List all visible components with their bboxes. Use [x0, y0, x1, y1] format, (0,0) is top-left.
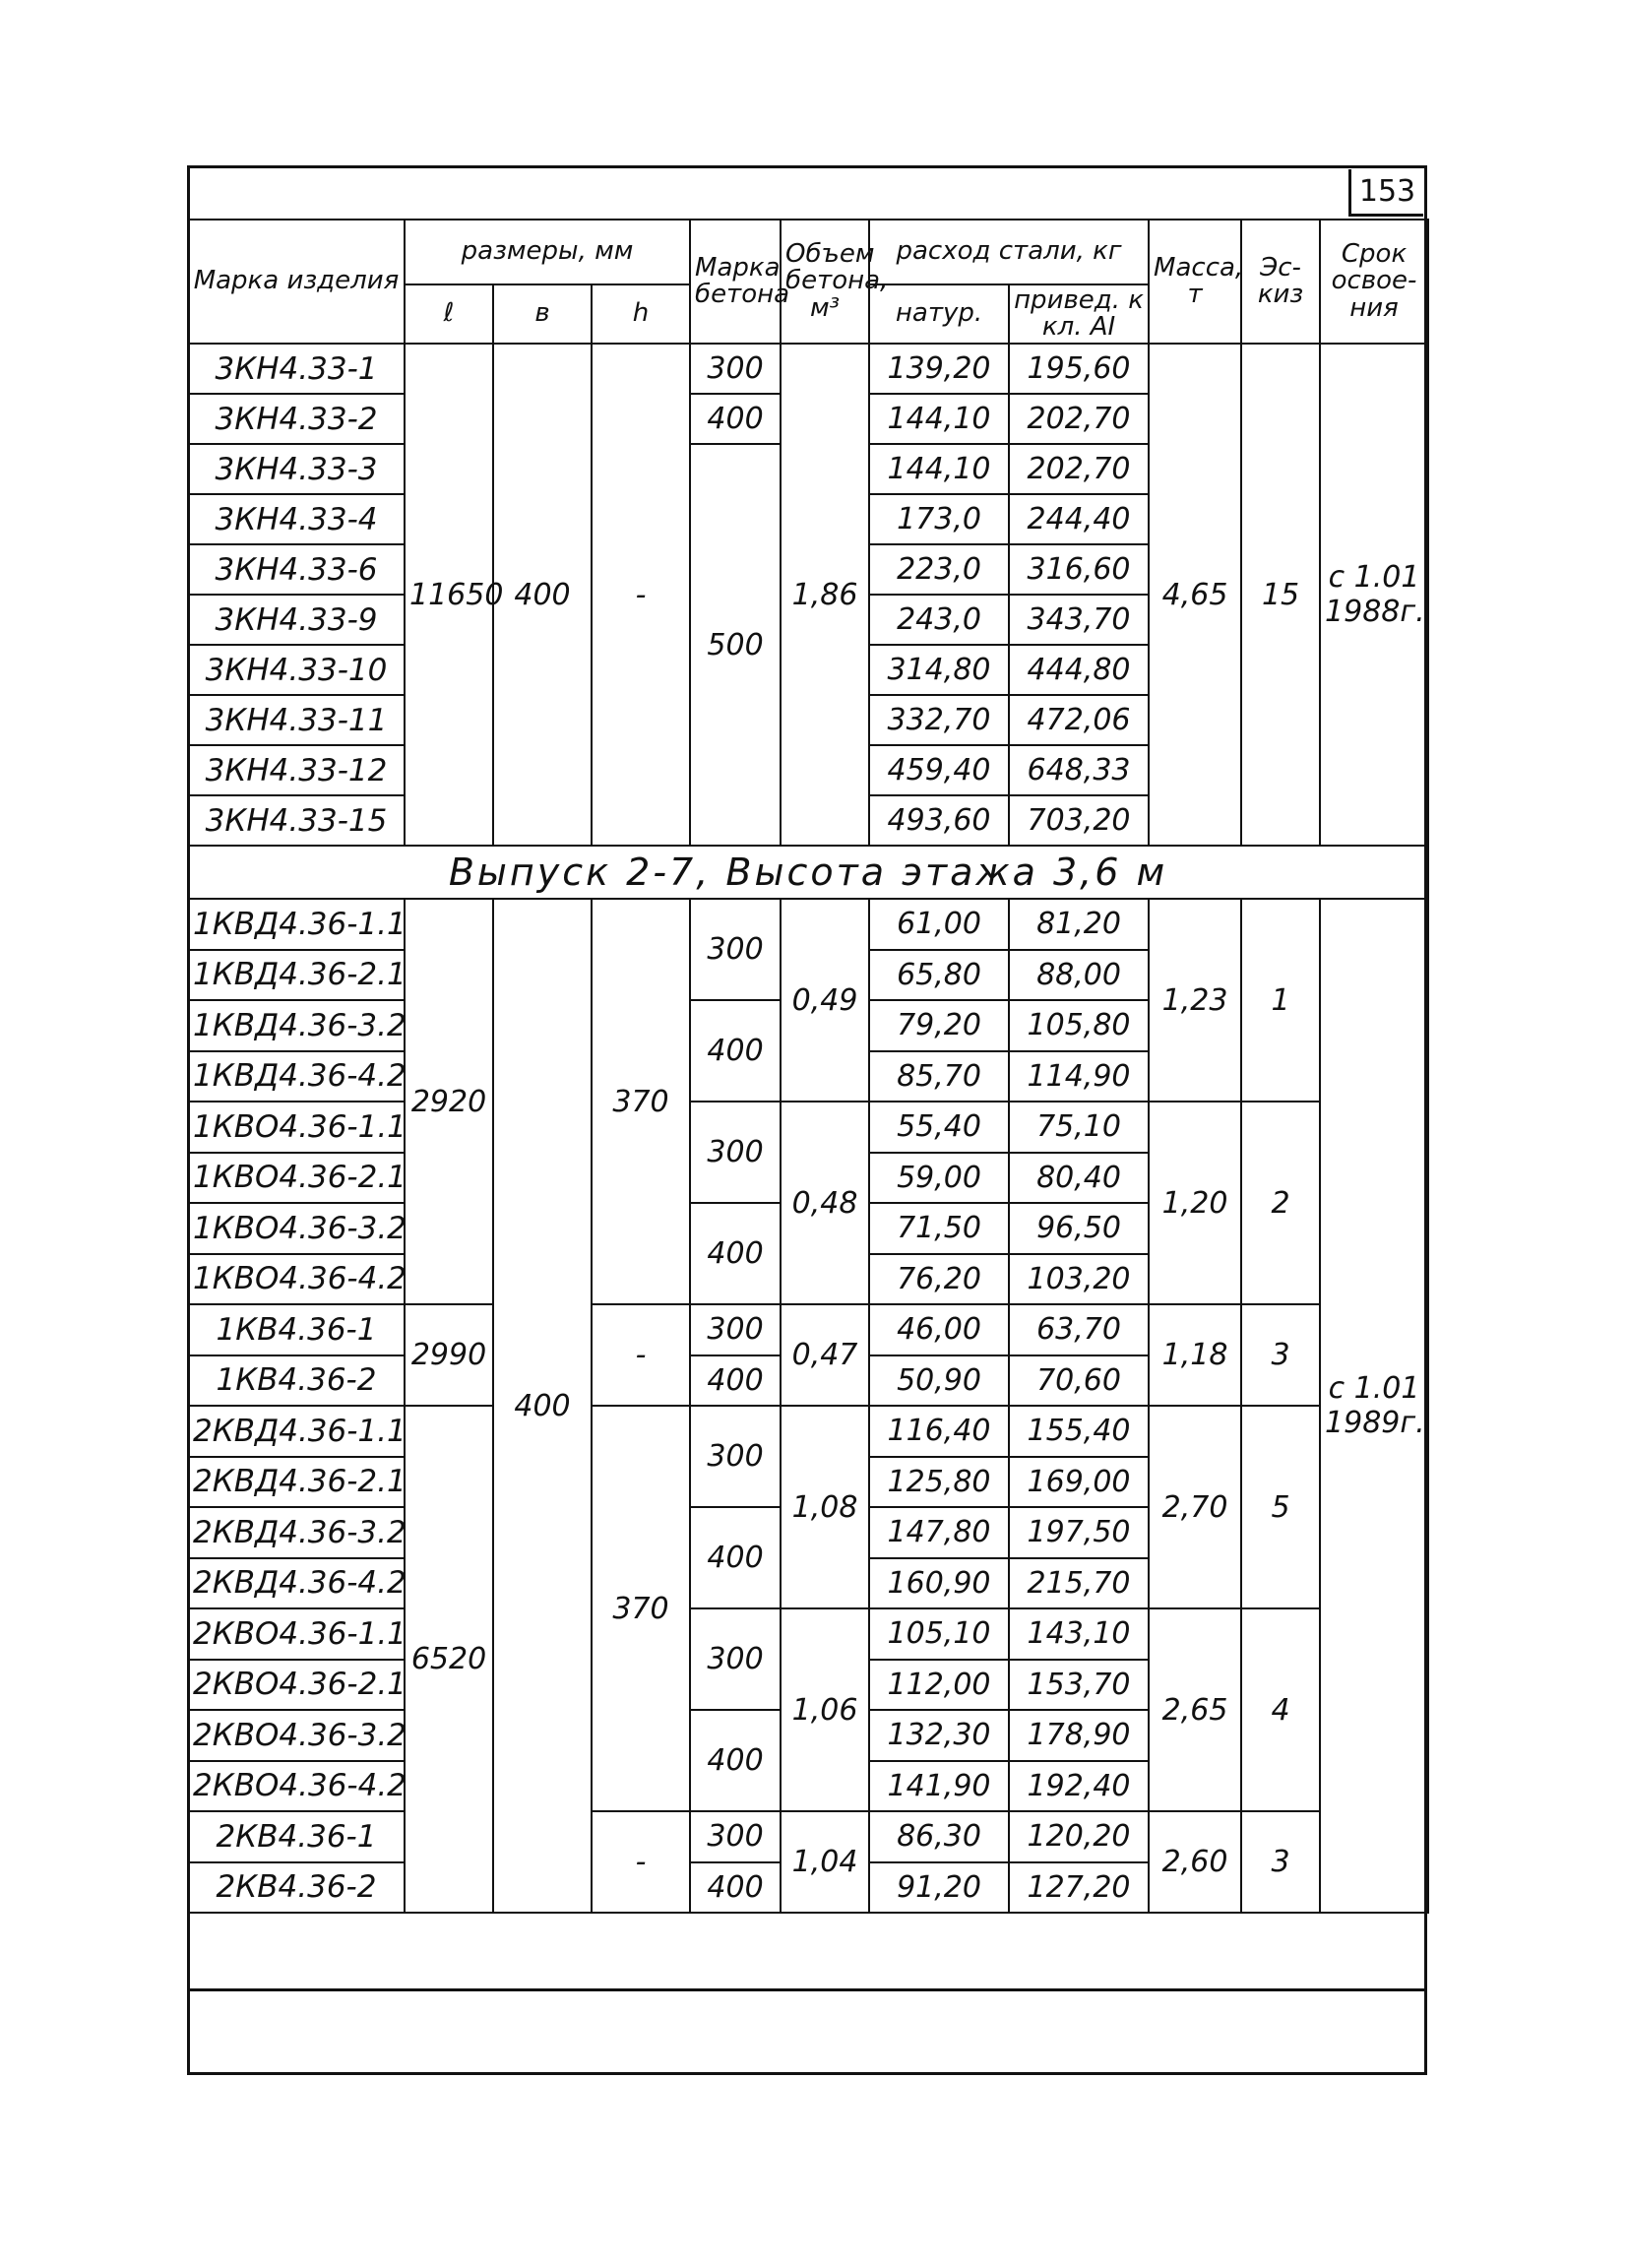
steel-priv-cell: 88,00: [1009, 950, 1149, 1001]
steel-priv-cell: 155,40: [1009, 1406, 1149, 1457]
mark-cell: 2КВД4.36-3.2: [188, 1507, 405, 1558]
steel-nat-cell: 91,20: [869, 1862, 1009, 1914]
steel-priv-cell: 103,20: [1009, 1254, 1149, 1305]
steel-priv-cell: 215,70: [1009, 1558, 1149, 1609]
table-row: [188, 1608, 1428, 1660]
grade-cell: 300: [690, 1608, 781, 1710]
steel-priv-cell: 648,33: [1009, 745, 1149, 795]
mark-cell: 1КВД4.36-3.2: [188, 1000, 405, 1051]
grade-cell: 300: [690, 1811, 781, 1862]
mark-cell: 2КВО4.36-1.1: [188, 1608, 405, 1660]
mark-cell: 3КН4.33-2: [188, 394, 405, 444]
steel-nat-cell: 61,00: [869, 899, 1009, 950]
volume-cell: 1,06: [781, 1608, 869, 1811]
issue-title-row: [188, 846, 1428, 899]
steel-nat-cell: 85,70: [869, 1051, 1009, 1102]
steel-priv-cell: 178,90: [1009, 1710, 1149, 1761]
sketch-cell: 2: [1241, 1102, 1320, 1304]
steel-nat-cell: 173,0: [869, 494, 1009, 544]
header-term: Срок освое- ния: [1320, 220, 1428, 344]
sketch-cell: 3: [1241, 1304, 1320, 1406]
steel-nat-cell: 59,00: [869, 1153, 1009, 1204]
steel-priv-cell: 70,60: [1009, 1355, 1149, 1407]
steel-priv-cell: 114,90: [1009, 1051, 1149, 1102]
mark-cell: 2КВД4.36-2.1: [188, 1457, 405, 1508]
steel-priv-cell: 105,80: [1009, 1000, 1149, 1051]
grade-cell: 400: [690, 1000, 781, 1102]
header-steel: расход стали, кг: [869, 220, 1149, 284]
volume-cell: 1,08: [781, 1406, 869, 1608]
grade-cell: 300: [690, 899, 781, 1000]
mark-cell: 1КВД4.36-1.1: [188, 899, 405, 950]
term-line: с 1.01: [1328, 560, 1420, 595]
grade-cell: 400: [690, 1355, 781, 1407]
steel-priv-cell: 244,40: [1009, 494, 1149, 544]
steel-nat-cell: 139,20: [869, 344, 1009, 394]
term-line: 1989г.: [1325, 1406, 1425, 1440]
grade-cell: 400: [690, 1507, 781, 1608]
mark-cell: 3КН4.33-9: [188, 595, 405, 645]
mark-cell: 1КВО4.36-2.1: [188, 1153, 405, 1204]
width-cell: 400: [493, 344, 592, 846]
steel-priv-cell: 316,60: [1009, 544, 1149, 595]
sketch-cell: 4: [1241, 1608, 1320, 1811]
steel-priv-cell: 153,70: [1009, 1660, 1149, 1711]
volume-cell: 1,04: [781, 1811, 869, 1913]
steel-nat-cell: 332,70: [869, 695, 1009, 745]
page-number: 153: [1348, 169, 1423, 217]
table-row: [188, 1811, 1428, 1862]
mark-cell: 2КВ4.36-2: [188, 1862, 405, 1914]
mass-cell: 1,23: [1149, 899, 1241, 1102]
mark-cell: 2КВО4.36-3.2: [188, 1710, 405, 1761]
table-row: [188, 899, 1428, 950]
sketch-cell: 1: [1241, 899, 1320, 1102]
steel-priv-cell: 202,70: [1009, 394, 1149, 444]
table-row: [188, 344, 1428, 394]
mass-cell: 1,20: [1149, 1102, 1241, 1304]
grade-cell: 400: [690, 394, 781, 444]
mark-cell: 2КВО4.36-2.1: [188, 1660, 405, 1711]
mark-cell: 3КН4.33-6: [188, 544, 405, 595]
mark-cell: 3КН4.33-1: [188, 344, 405, 394]
steel-priv-cell: 63,70: [1009, 1304, 1149, 1355]
steel-nat-cell: 459,40: [869, 745, 1009, 795]
table-row: [188, 1406, 1428, 1457]
steel-priv-cell: 81,20: [1009, 899, 1149, 950]
steel-nat-cell: 223,0: [869, 544, 1009, 595]
mark-cell: 3КН4.33-11: [188, 695, 405, 745]
steel-priv-cell: 143,10: [1009, 1608, 1149, 1660]
steel-priv-cell: 80,40: [1009, 1153, 1149, 1204]
steel-priv-cell: 197,50: [1009, 1507, 1149, 1558]
header-size-l: ℓ: [405, 284, 493, 344]
volume-cell: 0,47: [781, 1304, 869, 1406]
steel-nat-cell: 144,10: [869, 444, 1009, 494]
mark-cell: 1КВД4.36-2.1: [188, 950, 405, 1001]
mark-cell: 2КВО4.36-4.2: [188, 1761, 405, 1812]
steel-nat-cell: 50,90: [869, 1355, 1009, 1407]
length-cell: 2920: [405, 899, 493, 1304]
mark-cell: 1КВО4.36-1.1: [188, 1102, 405, 1153]
term-line: 1988г.: [1325, 595, 1425, 629]
mark-cell: 1КВ4.36-2: [188, 1355, 405, 1407]
volume-cell: 0,49: [781, 899, 869, 1102]
steel-nat-cell: 105,10: [869, 1608, 1009, 1660]
height-cell: 370: [592, 899, 690, 1304]
term-cell: [1320, 344, 1428, 846]
volume-cell: 0,48: [781, 1102, 869, 1304]
frame-footer-line: [187, 1988, 1427, 1991]
issue-title: Выпуск 2-7, Высота этажа 3,6 м: [188, 846, 1428, 899]
steel-priv-cell: 75,10: [1009, 1102, 1149, 1153]
mark-cell: 3КН4.33-3: [188, 444, 405, 494]
steel-nat-cell: 493,60: [869, 795, 1009, 846]
grade-cell: 500: [690, 444, 781, 846]
mass-cell: 2,60: [1149, 1811, 1241, 1913]
term-cell: [1320, 899, 1428, 1913]
header-steel-priv: привед. к кл. AI: [1009, 284, 1149, 344]
header-sizes: размеры, мм: [405, 220, 690, 284]
height-cell: 370: [592, 1406, 690, 1811]
volume-cell: 1,86: [781, 344, 869, 846]
mark-cell: 3КН4.33-10: [188, 645, 405, 695]
mark-cell: 1КВ4.36-1: [188, 1304, 405, 1355]
steel-nat-cell: 65,80: [869, 950, 1009, 1001]
steel-priv-cell: 169,00: [1009, 1457, 1149, 1508]
header-row-1: [188, 220, 1428, 284]
header-steel-nat: натур.: [869, 284, 1009, 344]
steel-priv-cell: 96,50: [1009, 1203, 1149, 1254]
mark-cell: 2КВД4.36-4.2: [188, 1558, 405, 1609]
mark-cell: 1КВД4.36-4.2: [188, 1051, 405, 1102]
steel-nat-cell: 160,90: [869, 1558, 1009, 1609]
mark-cell: 3КН4.33-12: [188, 745, 405, 795]
term-line: с 1.01: [1328, 1371, 1420, 1406]
grade-cell: 400: [690, 1710, 781, 1811]
header-mark: Марка изделия: [188, 220, 405, 344]
mass-cell: 2,65: [1149, 1608, 1241, 1811]
sketch-cell: 5: [1241, 1406, 1320, 1608]
steel-nat-cell: 46,00: [869, 1304, 1009, 1355]
mass-cell: 4,65: [1149, 344, 1241, 846]
mark-cell: 2КВ4.36-1: [188, 1811, 405, 1862]
grade-cell: 300: [690, 1304, 781, 1355]
steel-priv-cell: 444,80: [1009, 645, 1149, 695]
header-sketch: Эс- киз: [1241, 220, 1320, 344]
steel-nat-cell: 79,20: [869, 1000, 1009, 1051]
mark-cell: 3КН4.33-15: [188, 795, 405, 846]
length-cell: 11650: [405, 344, 493, 846]
length-cell: 2990: [405, 1304, 493, 1406]
length-cell: 6520: [405, 1406, 493, 1913]
steel-nat-cell: 116,40: [869, 1406, 1009, 1457]
specification-table: [187, 219, 1429, 1914]
steel-priv-cell: 202,70: [1009, 444, 1149, 494]
steel-priv-cell: 472,06: [1009, 695, 1149, 745]
steel-nat-cell: 147,80: [869, 1507, 1009, 1558]
steel-priv-cell: 195,60: [1009, 344, 1149, 394]
height-cell: -: [592, 1811, 690, 1913]
table-row: [188, 1304, 1428, 1355]
header-concrete-volume: Объем бетона, м³: [781, 220, 869, 344]
mark-cell: 1КВО4.36-3.2: [188, 1203, 405, 1254]
height-cell: -: [592, 1304, 690, 1406]
mass-cell: 2,70: [1149, 1406, 1241, 1608]
mark-cell: 2КВД4.36-1.1: [188, 1406, 405, 1457]
steel-nat-cell: 132,30: [869, 1710, 1009, 1761]
grade-cell: 400: [690, 1862, 781, 1914]
header-concrete-grade: Марка бетона: [690, 220, 781, 344]
steel-nat-cell: 243,0: [869, 595, 1009, 645]
grade-cell: 300: [690, 1102, 781, 1203]
header-mass: Масса, т: [1149, 220, 1241, 344]
steel-priv-cell: 120,20: [1009, 1811, 1149, 1862]
steel-nat-cell: 144,10: [869, 394, 1009, 444]
steel-nat-cell: 55,40: [869, 1102, 1009, 1153]
steel-priv-cell: 343,70: [1009, 595, 1149, 645]
steel-nat-cell: 112,00: [869, 1660, 1009, 1711]
steel-priv-cell: 192,40: [1009, 1761, 1149, 1812]
grade-cell: 400: [690, 1203, 781, 1304]
width-cell: 400: [493, 899, 592, 1913]
steel-nat-cell: 314,80: [869, 645, 1009, 695]
steel-priv-cell: 703,20: [1009, 795, 1149, 846]
sketch-cell: 3: [1241, 1811, 1320, 1913]
grade-cell: 300: [690, 1406, 781, 1507]
steel-nat-cell: 86,30: [869, 1811, 1009, 1862]
header-size-h: h: [592, 284, 690, 344]
steel-nat-cell: 76,20: [869, 1254, 1009, 1305]
header-size-b: в: [493, 284, 592, 344]
table-row: [188, 1102, 1428, 1153]
steel-nat-cell: 71,50: [869, 1203, 1009, 1254]
steel-nat-cell: 141,90: [869, 1761, 1009, 1812]
mark-cell: 1КВО4.36-4.2: [188, 1254, 405, 1305]
steel-priv-cell: 127,20: [1009, 1862, 1149, 1914]
mass-cell: 1,18: [1149, 1304, 1241, 1406]
height-cell: -: [592, 344, 690, 846]
mark-cell: 3КН4.33-4: [188, 494, 405, 544]
sketch-cell: 15: [1241, 344, 1320, 846]
steel-nat-cell: 125,80: [869, 1457, 1009, 1508]
grade-cell: 300: [690, 344, 781, 394]
